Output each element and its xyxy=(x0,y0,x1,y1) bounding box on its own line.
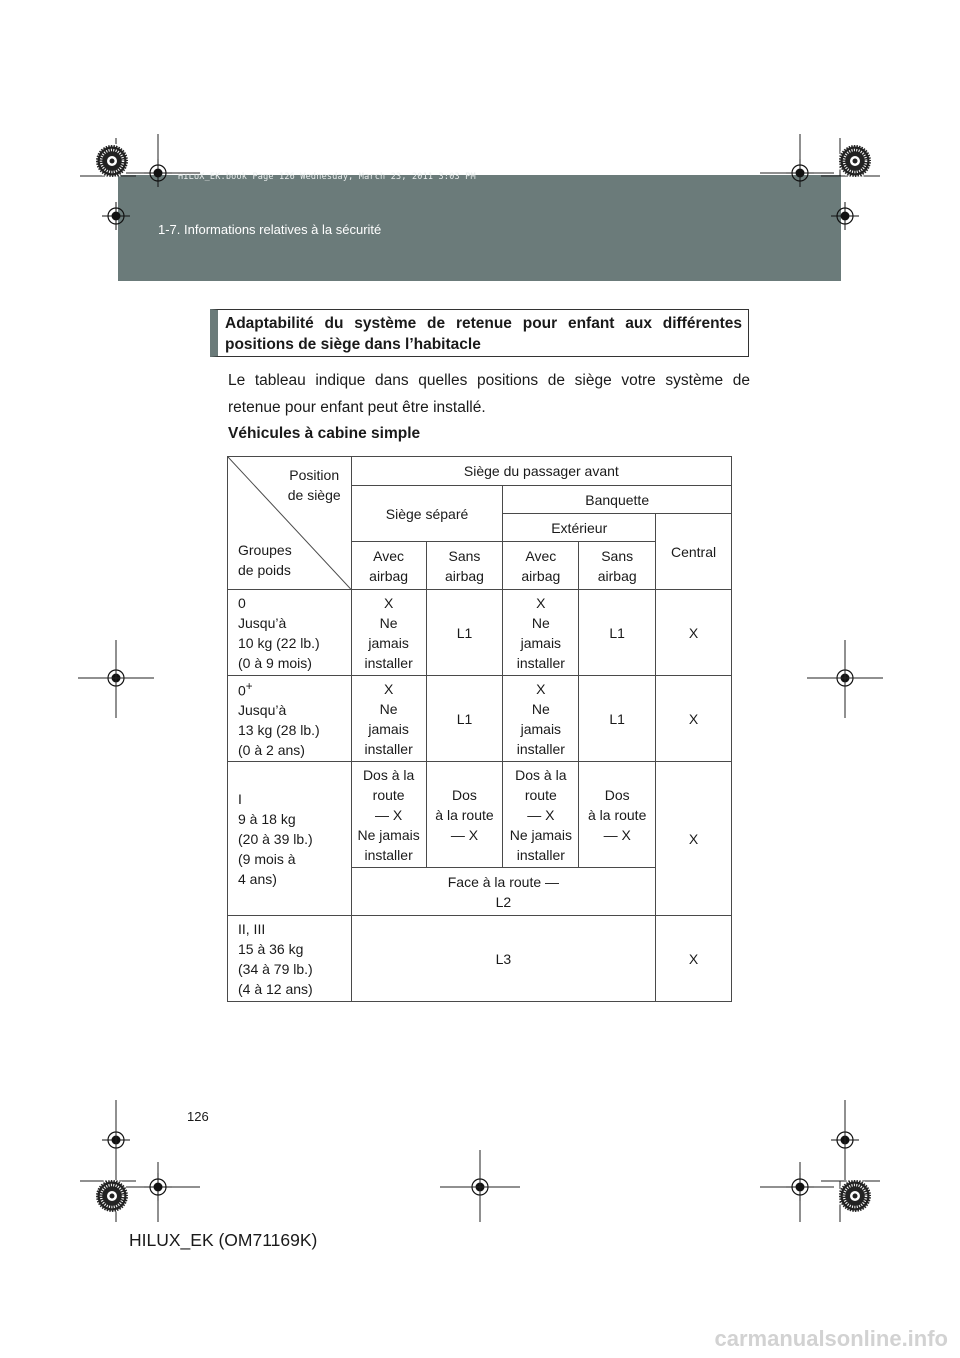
cell-outer-without-airbag: L1 xyxy=(579,676,656,762)
without-airbag-header: Sans airbag xyxy=(579,542,656,590)
table-row xyxy=(228,916,732,1002)
subheading: Véhicules à cabine simple xyxy=(228,425,421,442)
without-airbag-header: Sans airbag xyxy=(426,542,503,590)
page-number: 126 xyxy=(187,1109,209,1124)
weight-group-0-plus xyxy=(228,676,352,762)
weight-group-0 xyxy=(228,590,352,676)
book-stamp: HILUX_EK.book Page 126 Wednesday, March 23, 2011 3:03 PM xyxy=(178,172,476,182)
cell-separate-without-airbag: L1 xyxy=(426,590,503,676)
central-header: Central xyxy=(656,514,732,590)
cell-outer-without-airbag: Dos à la route — X xyxy=(579,762,656,868)
group-description: Jusqu’à 13 kg (28 lb.) (0 à 2 ans) xyxy=(238,702,320,759)
cell-all-positions: L3 xyxy=(351,916,655,1002)
corner-seat-position-label: Position de siège xyxy=(287,467,341,503)
cell-outer-with-airbag: Dos à la route — X Ne jamais installer xyxy=(503,762,579,868)
outer-header: Extérieur xyxy=(503,514,656,542)
watermark: carmanualsonline.info xyxy=(714,1326,948,1351)
cell-central: X xyxy=(656,762,732,916)
group-sup: + xyxy=(245,679,253,693)
table-row xyxy=(228,762,732,868)
section-label: 1-7. Informations relatives à la sécurité xyxy=(158,222,382,237)
cell-outer-with-airbag: X Ne jamais installer xyxy=(503,590,579,676)
table-row xyxy=(228,590,732,676)
with-airbag-header: Avec airbag xyxy=(503,542,579,590)
separate-seat-header: Siège séparé xyxy=(351,486,503,542)
cell-central: X xyxy=(656,590,732,676)
cell-separate-without-airbag: Dos à la route — X xyxy=(426,762,503,868)
group-description: Jusqu’à 10 kg (22 lb.) (0 à 9 mois) xyxy=(238,614,320,671)
cell-central: X xyxy=(656,916,732,1002)
bench-header: Banquette xyxy=(503,486,732,514)
intro-paragraph: Le tableau indique dans quelles positions de siège votre système de retenue pour enfant peut être installé. xyxy=(228,372,750,416)
cell-outer-without-airbag: L1 xyxy=(579,590,656,676)
table-row xyxy=(228,676,732,762)
table-corner-cell xyxy=(228,457,352,590)
weight-group-2-3: II, III 15 à 36 kg (34 à 79 lb.) (4 à 12 ans) xyxy=(228,916,352,1002)
child-seat-compatibility-table xyxy=(227,456,732,1002)
cell-forward-facing: Face à la route — L2 xyxy=(351,868,655,916)
front-passenger-header: Siège du passager avant xyxy=(351,457,731,486)
group-id: 0 xyxy=(238,682,246,699)
with-airbag-header: Avec airbag xyxy=(351,542,426,590)
cell-outer-with-airbag: X Ne jamais installer xyxy=(503,676,579,762)
cell-separate-with-airbag: Dos à la route — X Ne jamais installer xyxy=(351,762,426,868)
corner-weight-groups-label: Groupes de poids xyxy=(238,542,292,578)
section-heading-box xyxy=(210,309,749,357)
section-heading: Adaptabilité du système de retenue pour enfant aux différentes positions de siège dans l’habitacle xyxy=(225,315,742,353)
manual-code: HILUX_EK (OM71169K) xyxy=(129,1230,318,1250)
group-id: 0 xyxy=(238,594,246,611)
cell-separate-without-airbag: L1 xyxy=(426,676,503,762)
weight-group-1: I 9 à 18 kg (20 à 39 lb.) (9 mois à 4 ans) xyxy=(228,762,352,916)
cell-separate-with-airbag: X Ne jamais installer xyxy=(351,590,426,676)
cell-separate-with-airbag: X Ne jamais installer xyxy=(351,676,426,762)
cell-central: X xyxy=(656,676,732,762)
